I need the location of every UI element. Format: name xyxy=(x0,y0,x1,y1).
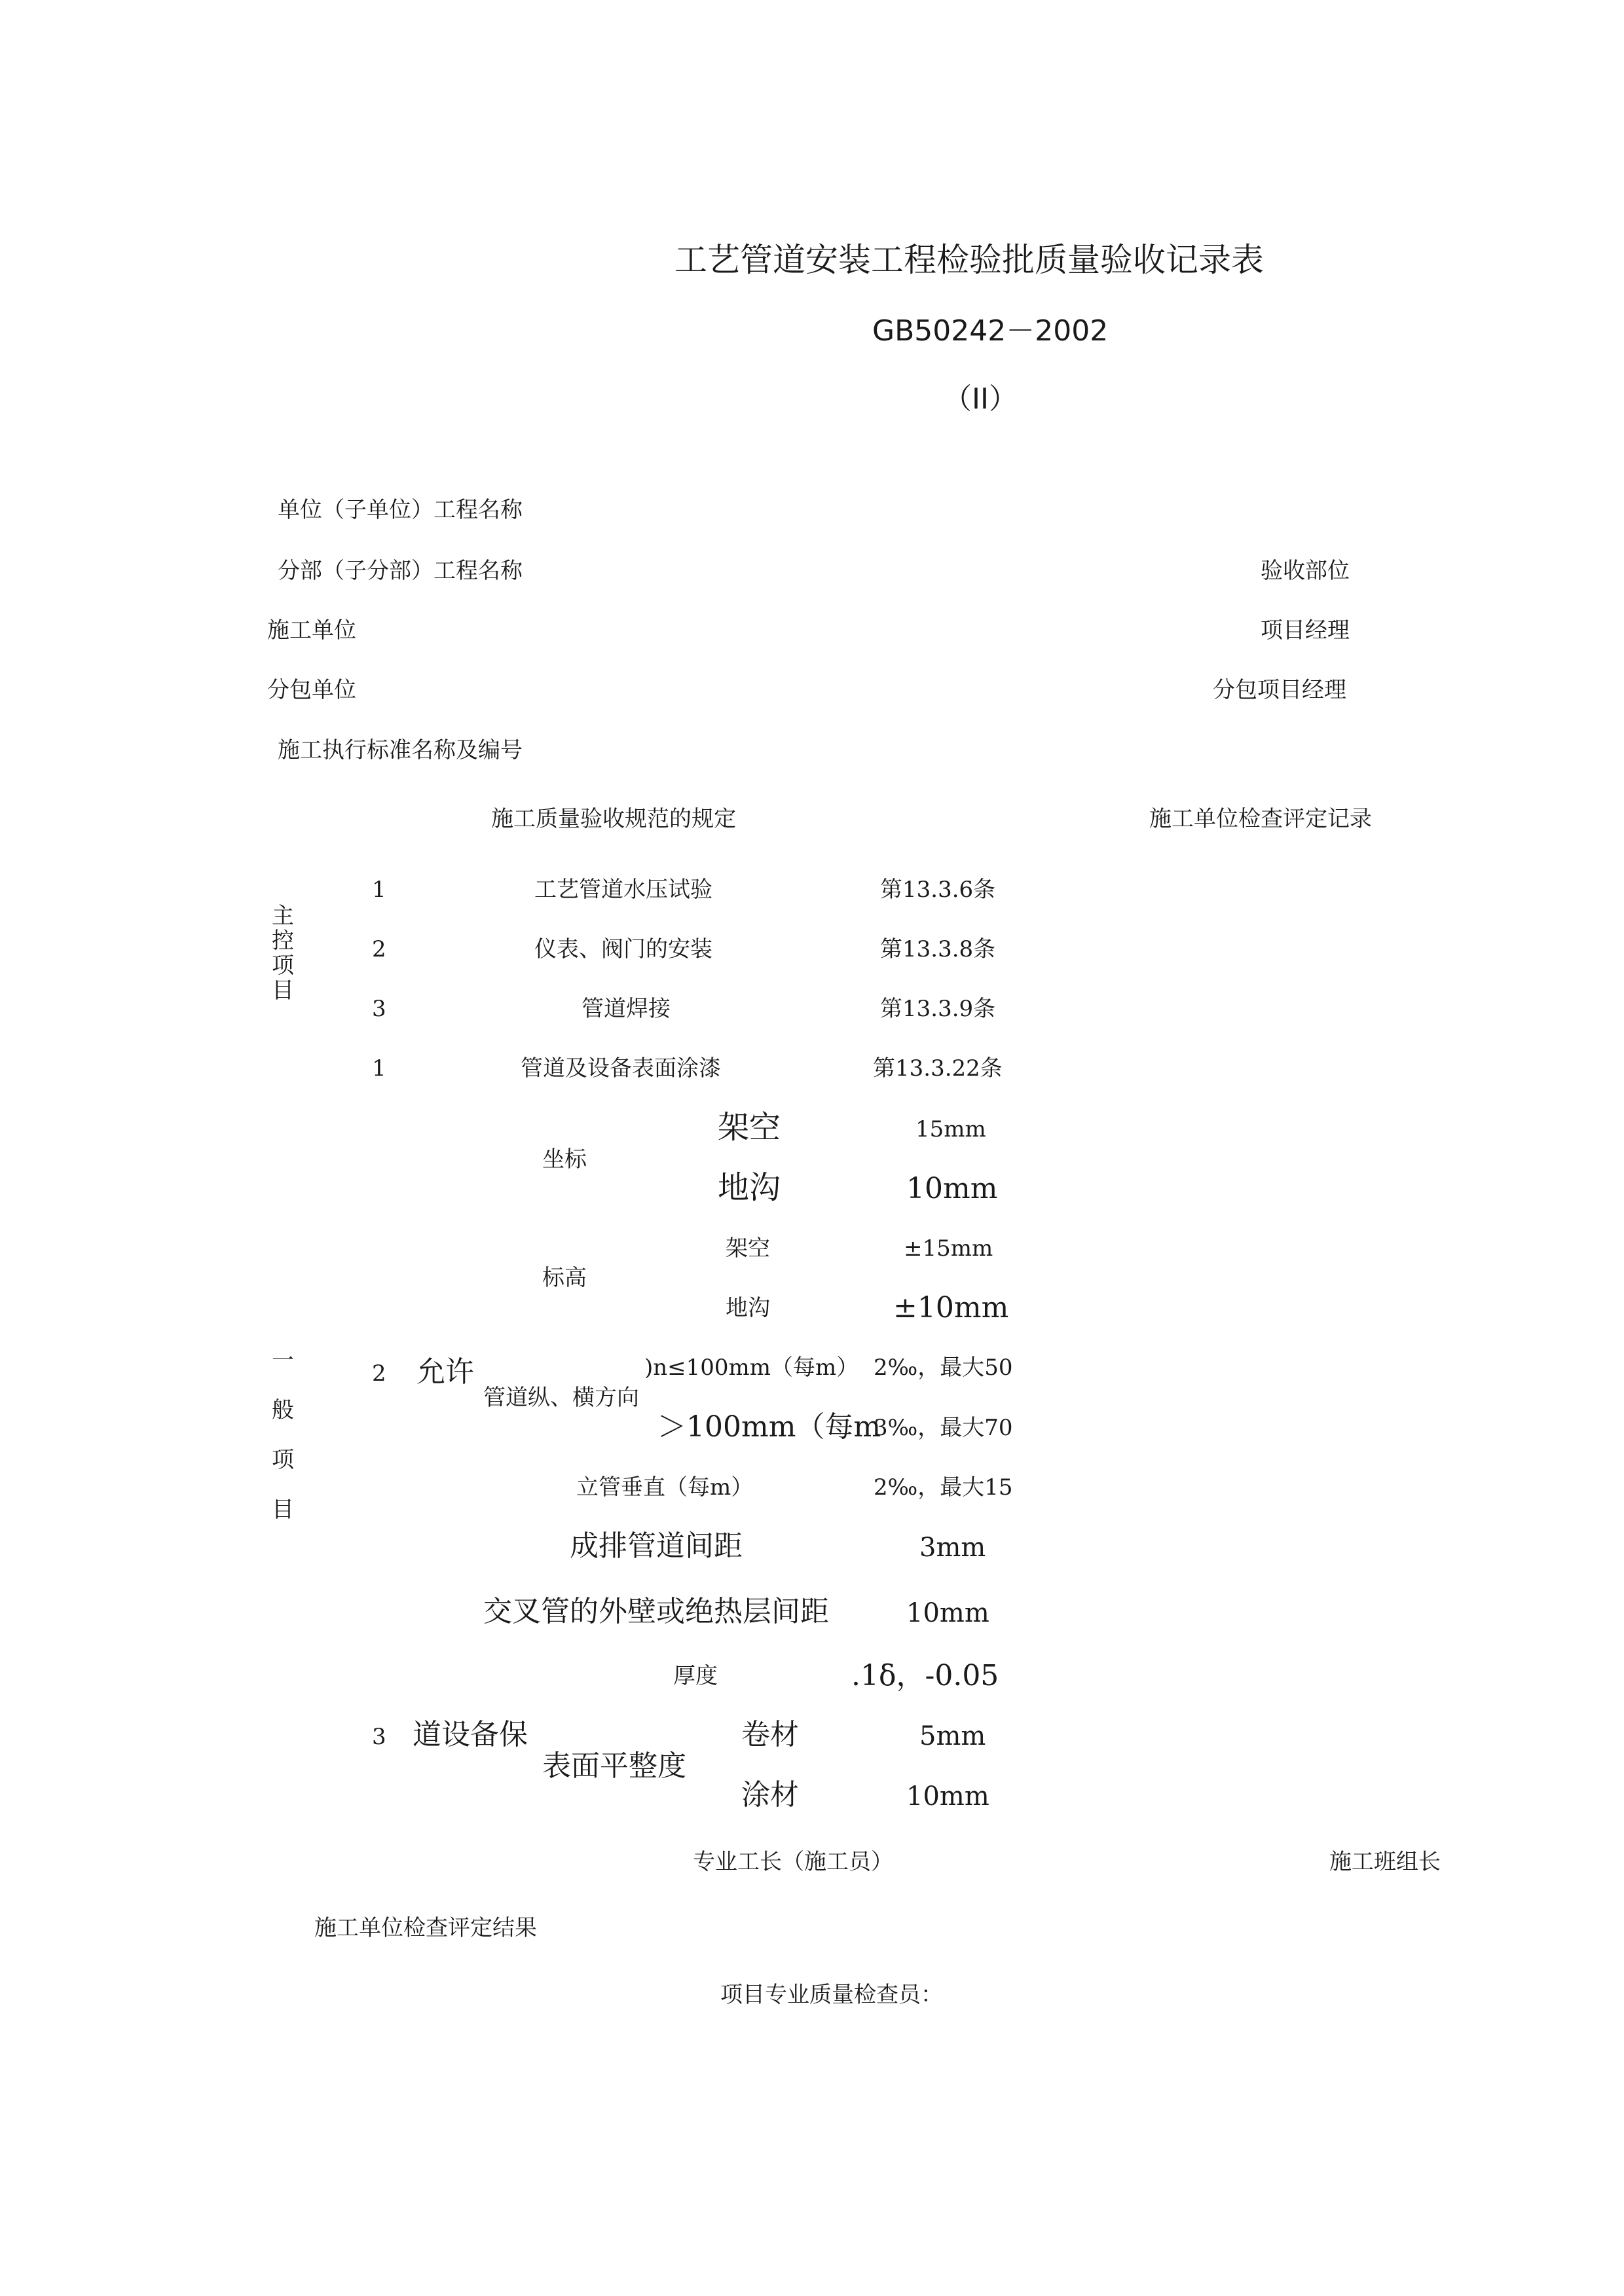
elev-trench-label: 地沟 xyxy=(726,1295,770,1321)
vertical-value: 2‰，最大15 xyxy=(874,1474,1013,1501)
main-item-3-no: 3 xyxy=(372,996,386,1022)
general-item-1-clause: 第13.3.22条 xyxy=(873,1055,1003,1082)
general-item-2-no: 2 xyxy=(372,1360,386,1387)
main-item-3-clause: 第13.3.9条 xyxy=(880,996,996,1022)
main-item-1-clause: 第13.3.6条 xyxy=(880,877,996,903)
main-item-1-name: 工艺管道水压试验 xyxy=(534,877,712,903)
part-number: （II） xyxy=(943,382,1018,416)
acceptance-part-label: 验收部位 xyxy=(1261,558,1350,584)
allow-label: 允许 xyxy=(416,1355,474,1389)
main-item-1-no: 1 xyxy=(372,877,386,903)
coord-overhead-label: 架空 xyxy=(718,1109,781,1146)
general-item-3-no: 3 xyxy=(372,1724,386,1750)
foreman-label: 专业工长（施工员） xyxy=(693,1849,893,1875)
slope-small-value: 2‰，最大50 xyxy=(874,1355,1013,1381)
main-item-2-no: 2 xyxy=(372,936,386,962)
slope-label: 管道纵、横方向 xyxy=(483,1385,639,1411)
record-header: 施工单位检查评定记录 xyxy=(1149,806,1372,832)
slope-large-value: 3‰，最大70 xyxy=(874,1415,1013,1441)
standard-code: GB50242－2002 xyxy=(872,314,1109,348)
main-item-3-name: 管道焊接 xyxy=(581,996,671,1022)
roll-value: 5mm xyxy=(919,1721,986,1751)
roll-label: 卷材 xyxy=(741,1718,799,1751)
insulation-label: 道设备保 xyxy=(413,1718,528,1751)
coord-overhead-value: 15mm xyxy=(915,1116,986,1142)
general-label: 一般项目 xyxy=(272,1347,294,1523)
spacing-value: 3mm xyxy=(919,1533,986,1563)
main-item-2-clause: 第13.3.8条 xyxy=(880,936,996,962)
elev-overhead-value: ±15mm xyxy=(904,1235,993,1262)
coat-label: 涂材 xyxy=(741,1778,799,1812)
general-item-1-no: 1 xyxy=(372,1055,386,1082)
subcontractor-label: 分包单位 xyxy=(267,677,356,703)
slope-small-label: )n≤100mm（每m） xyxy=(644,1355,859,1381)
inspector-label: 项目专业质量检查员： xyxy=(720,1982,943,2008)
sub-project-label: 分部（子分部）工程名称 xyxy=(278,558,523,584)
elev-label: 标高 xyxy=(542,1265,587,1291)
contractor-label: 施工单位 xyxy=(267,617,356,644)
main-control-label: 主控项目 xyxy=(272,903,294,1004)
sub-project-manager-label: 分包项目经理 xyxy=(1213,677,1346,703)
unit-project-label: 单位（子单位）工程名称 xyxy=(278,497,523,523)
standard-name-label: 施工执行标准名称及编号 xyxy=(278,737,523,763)
elev-trench-value: ±10mm xyxy=(893,1291,1009,1324)
thickness-label: 厚度 xyxy=(673,1663,718,1689)
spec-header: 施工质量验收规范的规定 xyxy=(491,806,736,832)
vertical-label: 立管垂直（每m） xyxy=(576,1474,754,1501)
cross-value: 10mm xyxy=(906,1598,989,1628)
slope-large-label: ＞100mm（每m xyxy=(657,1410,881,1444)
coord-trench-value: 10mm xyxy=(906,1172,998,1205)
project-manager-label: 项目经理 xyxy=(1261,617,1350,644)
elev-overhead-label: 架空 xyxy=(726,1235,770,1262)
coord-label: 坐标 xyxy=(542,1146,587,1173)
coord-trench-label: 地沟 xyxy=(718,1169,781,1206)
thickness-value: .1δ，-0.05 xyxy=(851,1659,999,1692)
main-item-2-name: 仪表、阀门的安装 xyxy=(534,936,712,962)
coat-value: 10mm xyxy=(906,1781,989,1812)
result-label: 施工单位检查评定结果 xyxy=(314,1915,537,1941)
page-title: 工艺管道安装工程检验批质量验收记录表 xyxy=(674,241,1264,279)
cross-label: 交叉管的外壁或绝热层间距 xyxy=(483,1595,829,1628)
flatness-label: 表面平整度 xyxy=(542,1749,686,1783)
team-leader-label: 施工班组长 xyxy=(1329,1849,1441,1875)
spacing-label: 成排管道间距 xyxy=(570,1529,743,1563)
general-item-1-name: 管道及设备表面涂漆 xyxy=(521,1055,721,1082)
